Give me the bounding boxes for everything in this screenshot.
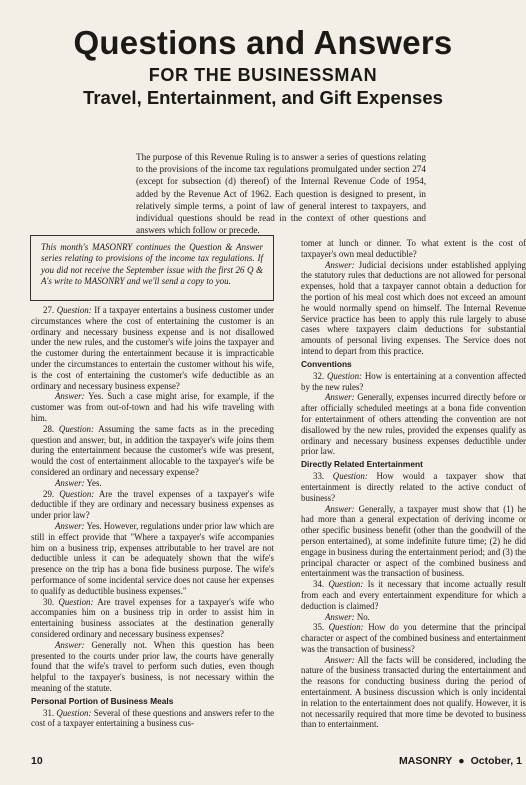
section-heading: Conventions: [301, 358, 352, 369]
article-topic: Travel, Entertainment, and Gift Expenses: [83, 87, 443, 108]
question-number: 34.: [313, 579, 329, 590]
paragraph-text: Yes. Such a case might arise, for example, if the customer was from out-of-town and had his wife traveling with him.: [31, 391, 274, 423]
paragraph-text: Are the travel expenses of a taxpayer's wife deductible if they are ordinary and necessary business expenses as under prior law?: [31, 488, 274, 521]
paragraph-text: Are travel expenses for a taxpayer's wife who accompanies him on a business trip in order to assist him in entertaining business associates at the destination generally considered ordinary and necessary business expenses?: [31, 596, 274, 639]
section-heading: Directly Related Entertainment: [301, 459, 423, 470]
question-number: 32.: [313, 370, 327, 381]
answer-label: Answer:: [55, 477, 85, 488]
question-paragraph: [31, 708, 274, 730]
left-column: [31, 305, 274, 743]
question-number: 28.: [43, 423, 59, 434]
question-label: Question:: [56, 707, 92, 718]
question-number: 31.: [43, 707, 57, 718]
answer-label: Answer:: [325, 259, 355, 270]
paragraph-text: How is entertaining at a convention affected by the new rules?: [301, 370, 526, 392]
question-paragraph: [301, 471, 526, 503]
paragraph-text: Generally not. When this question has been presented to the courts under prior law, the courts have generally found that the wife's travel to perform such duties, even though helpful to the taxpayer's business, is not necessary within the meaning of the statute.: [31, 639, 274, 693]
paragraph-text: No.: [356, 611, 370, 622]
page-subtitle: FOR THE BUSINESSMAN: [148, 65, 378, 85]
paragraph-text: All the facts will be considered, including the nature of the business transacted during the entertainment and the reasons for conducting business during the period of entertainment. A business discussion which is only incidental in relation to the entertainment does not qualify. However, it is not necessarily required that more time be devoted to business than to entertainment.: [301, 654, 526, 730]
question-paragraph: [31, 489, 274, 521]
paragraph-text: How do you determine that the principal character or aspect of the combined business and entertainment was the transaction of business?: [301, 622, 526, 654]
question-label: Question:: [58, 596, 94, 607]
question-number: 33.: [313, 471, 333, 482]
bullet-icon: ●: [458, 755, 465, 767]
answer-label: Answer:: [325, 654, 355, 665]
right-column: [301, 238, 526, 743]
answer-paragraph: [301, 392, 526, 457]
paragraph-text: How would a taxpayer show that entertainment is directly related to the active conduct of business?: [301, 471, 526, 503]
answer-label: Answer:: [55, 639, 85, 650]
publication-name: MASONRY: [399, 755, 453, 767]
question-number: 27.: [43, 305, 57, 315]
paragraph-text: Several of these questions and answers refer to the cost of a taxpayer entertaining a business cus-: [31, 707, 274, 729]
boxed-note: This month's MASONRY continues the Question & Answer series relating to provisions of the income tax regulations. If you did not receive the September issue with the first 26 Q & A's write to MASONRY and we'll send a copy to you.: [30, 235, 274, 301]
answer-paragraph: [301, 612, 526, 623]
question-number: 35.: [313, 622, 329, 633]
question-number: 30.: [43, 596, 59, 607]
continued-paragraph: [301, 238, 526, 260]
page-title: Questions and Answers: [73, 24, 453, 61]
question-paragraph: [31, 424, 274, 478]
paragraph-text: Yes.: [86, 477, 102, 488]
answer-paragraph: [301, 260, 526, 357]
answer-paragraph: [301, 655, 526, 731]
question-paragraph: [31, 305, 274, 391]
issue-date: October, 1: [470, 755, 522, 767]
paragraph-text: Yes. However, regulations under prior law which are still in effect provide that "Where a taxpayer's wife accompanies him on a business trip, expenses attributable to her travel are not deductible unless it can be adequately shown that the wife's presence on the trip has a bona fide business purpose. The wife's performance of some incidental service does not cause her expenses to qualify as deductible business expenses.": [31, 520, 274, 596]
section-heading: Personal Portion of Business Meals: [31, 695, 174, 706]
question-label: Question:: [59, 488, 95, 499]
answer-label: Answer:: [55, 520, 85, 531]
answer-label: Answer:: [325, 611, 355, 622]
question-paragraph: [301, 371, 526, 393]
running-footer: [399, 755, 526, 767]
answer-label: Answer:: [55, 391, 85, 402]
question-label: Question:: [58, 423, 94, 434]
answer-label: Answer:: [325, 503, 355, 514]
answer-paragraph: [31, 478, 274, 489]
paragraph-text: Judicial decisions under established applying the statutory rules that deductions are not allowed for personal expenses, hold that a taxpayer cannot obtain a deduction for the portion of his meal cost which does not exceed an amount he would normally spend on himself. The Internal Revenue Service practice has been to apply this rule largely to abuse cases where taxpayers claim deductions for substantial amounts of personal living expenses. The Service does not intend to depart from this practice.: [301, 259, 526, 356]
question-label: Question:: [56, 305, 92, 315]
question-number: 29.: [43, 488, 60, 499]
question-paragraph: [301, 622, 526, 654]
question-label: Question:: [332, 471, 368, 482]
question-label: Question:: [328, 622, 364, 633]
paragraph-text: Assuming the same facts as in the preceding question and answer, but, in addition the taxpayer's wife joins them during the entertainment because the customer's wife was present, would the cost of entertainment allocable to the taxpayer's wife be considered an ordinary and necessary expense?: [31, 423, 274, 477]
paragraph-text: Generally, expenses incurred directly before or after officially scheduled meetings at a bona fide convention for entertainment of others attending the convention are not disallowed by the new rules, provided the expenses qualify as ordinary and necessary business expenses deductible under prior law.: [301, 392, 526, 457]
answer-paragraph: [301, 504, 526, 580]
intro-paragraph: The purpose of this Revenue Ruling is to answer a series of questions relating to the provisions of the income tax regulations promulgated under section 274 (except for subsection (d) thereof) of the Internal Revenue Code of 1954, added by the Revenue Act of 1962. Each question is designed to present, in relatively simple terms, a point of law of general interest to taxpayers, and individual questions should be read in the context of other questions and answers which follow or precede.: [136, 152, 426, 236]
paragraph-text: If a taxpayer entertains a business customer under circumstances where the cost of entertaining the customer is an ordinary and necessary business expense and is not disallowed under the new rules, and the customer's wife joins the taxpayer and the customer during the entertainment because it is impracticable under the circumstances to entertain the customer without his wife, is the cost of entertaining the customer's wife deductible as an ordinary and necessary business expense?: [31, 305, 274, 391]
answer-paragraph: [31, 640, 274, 694]
page-number: 10: [31, 755, 43, 767]
answer-paragraph: [31, 391, 274, 423]
question-paragraph: [301, 579, 526, 611]
question-label: Question:: [326, 370, 362, 381]
answer-label: Answer:: [325, 392, 355, 403]
paragraph-text: Is it necessary that income actually result from each and every entertainment expenditure for which a deduction is claimed?: [301, 579, 526, 611]
answer-paragraph: [31, 521, 274, 597]
question-label: Question:: [328, 579, 364, 590]
paragraph-text: tomer at lunch or dinner. To what extent is the cost of taxpayer's own meal deductible?: [301, 238, 526, 259]
paragraph-text: Generally, a taxpayer must show that (1) he had more than a general expectation of deriving income or other specific business benefit (other than the goodwill of the person entertained), at some indefinite future time; (2) he did engage in business during the entertainment period; and (3) the principal character or aspect of the combined business and entertainment was the transaction of business.: [301, 503, 526, 579]
question-paragraph: [31, 597, 274, 640]
